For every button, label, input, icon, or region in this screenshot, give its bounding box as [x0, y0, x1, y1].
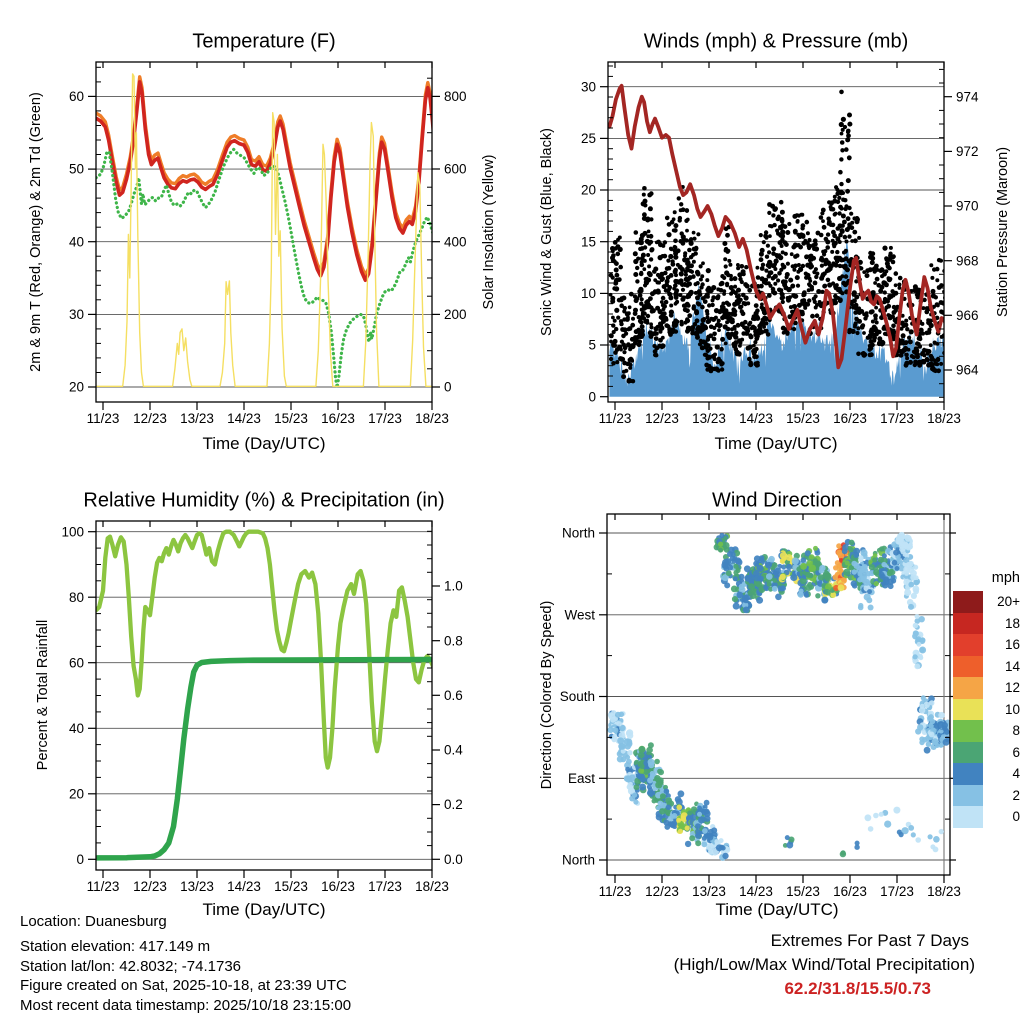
humidity-left-axis-label: Percent & Total Rainfall: [35, 619, 51, 771]
svg-text:12/23: 12/23: [645, 884, 679, 899]
legend-swatch: [953, 656, 983, 678]
legend-label: 4: [1012, 766, 1020, 781]
svg-text:13/23: 13/23: [180, 411, 214, 426]
pressure-right-axis-label: Station Pressure (Maroon): [995, 146, 1011, 318]
svg-text:20: 20: [68, 786, 84, 802]
svg-text:14/23: 14/23: [739, 884, 773, 899]
chart-panel-3: [560, 514, 961, 899]
svg-text:60: 60: [68, 89, 84, 104]
svg-text:15/23: 15/23: [274, 879, 308, 894]
direction-left-axis-label: Direction (Colored By Speed): [539, 600, 555, 790]
series-solar-insolation: [96, 74, 437, 386]
svg-text:16/23: 16/23: [321, 879, 355, 894]
svg-text:11/23: 11/23: [598, 884, 632, 899]
wind-x-axis-label: Time (Day/UTC): [714, 434, 838, 453]
legend-swatch: [953, 591, 983, 613]
svg-text:16/23: 16/23: [833, 411, 867, 426]
svg-text:11/23: 11/23: [86, 879, 120, 894]
svg-text:0.8: 0.8: [444, 633, 463, 649]
extremes-block: [600, 929, 975, 1001]
figure-created-line: Figure created on Sat, 2025-10-18, at 23:39 UTC: [20, 977, 347, 995]
direction-x-axis-label: Time (Day/UTC): [715, 900, 839, 919]
legend-band-14: [953, 656, 1023, 678]
extremes-values: 62.2/31.8/15.5/0.73: [784, 979, 931, 998]
wind-left-axis-label: Sonic Wind & Gust (Blue, Black): [539, 128, 555, 336]
svg-text:18/23: 18/23: [927, 411, 961, 426]
svg-text:15/23: 15/23: [274, 411, 308, 426]
svg-text:40: 40: [68, 720, 84, 736]
temperature-chart-title: Temperature (F): [192, 30, 336, 53]
legend-label: 2: [1012, 787, 1020, 803]
elevation-line: Station elevation: 417.149 m: [20, 938, 211, 956]
legend-band-10: [953, 699, 1023, 721]
speed-legend: [953, 570, 1023, 828]
svg-text:974: 974: [956, 89, 979, 105]
legend-title: mph: [991, 570, 1020, 586]
legend-band-12: [953, 677, 1023, 699]
legend-label: 10: [1004, 701, 1020, 717]
svg-text:80: 80: [68, 589, 84, 605]
svg-text:40: 40: [68, 234, 84, 250]
svg-text:17/23: 17/23: [368, 879, 402, 894]
chart-panel-1: [581, 62, 979, 426]
latlon-line: Station lat/lon: 42.8032; -74.1736: [20, 957, 242, 975]
svg-text:South: South: [559, 689, 595, 705]
legend-label: 18: [1004, 615, 1020, 631]
svg-text:0: 0: [588, 389, 596, 405]
svg-text:20: 20: [68, 379, 84, 395]
svg-text:15: 15: [580, 234, 596, 250]
temp-left-axis-label: 2m & 9m T (Red, Orange) & 2m Td (Green): [28, 92, 44, 372]
svg-text:1.0: 1.0: [444, 578, 463, 594]
svg-text:20: 20: [580, 182, 596, 198]
legend-swatch: [953, 806, 983, 828]
svg-text:800: 800: [444, 89, 467, 104]
legend-label: 20+: [997, 594, 1020, 609]
legend-swatch: [953, 763, 983, 785]
station-info: [20, 912, 351, 1015]
data-timestamp-line: Most recent data timestamp: 2025/10/18 23:15:00: [20, 996, 352, 1014]
series-9m-temperature: [96, 77, 437, 275]
legend-band-2: [953, 785, 1023, 807]
chart-panel-2: [61, 521, 463, 894]
svg-text:17/23: 17/23: [880, 884, 914, 899]
svg-text:15/23: 15/23: [786, 884, 820, 899]
svg-text:14/23: 14/23: [227, 411, 261, 426]
legend-label: 16: [1004, 637, 1020, 652]
svg-text:12/23: 12/23: [645, 411, 679, 426]
svg-text:18/23: 18/23: [415, 879, 449, 894]
legend-swatch: [953, 677, 983, 699]
legend-band-0: [953, 806, 1023, 828]
svg-text:30: 30: [580, 79, 596, 95]
svg-text:16/23: 16/23: [833, 884, 867, 899]
svg-text:200: 200: [444, 307, 467, 322]
legend-swatch: [953, 634, 983, 656]
series-2m-temperature: [96, 82, 437, 280]
svg-text:17/23: 17/23: [368, 411, 402, 426]
extremes-title: Extremes For Past 7 Days: [770, 931, 969, 950]
legend-swatch: [953, 613, 983, 635]
legend-band-18: [953, 613, 1023, 635]
svg-text:East: East: [567, 770, 595, 786]
svg-text:30: 30: [68, 307, 84, 322]
location-line: Location: Duanesburg: [20, 913, 167, 930]
svg-text:60: 60: [68, 655, 84, 671]
svg-text:11/23: 11/23: [598, 411, 632, 426]
wind-direction-chart-title: Wind Direction: [711, 489, 843, 512]
svg-text:West: West: [564, 607, 595, 623]
solar-right-axis-label: Solar Insolation (Yellow): [481, 154, 497, 310]
svg-text:11/23: 11/23: [86, 411, 120, 426]
svg-text:25: 25: [580, 131, 596, 146]
legend-swatch: [953, 720, 983, 742]
svg-text:18/23: 18/23: [927, 884, 961, 899]
svg-text:18/23: 18/23: [415, 411, 449, 426]
humidity-x-axis-label: Time (Day/UTC): [202, 900, 326, 919]
svg-text:964: 964: [956, 362, 979, 378]
series-relative-humidity: [96, 532, 437, 768]
svg-text:0.6: 0.6: [444, 687, 463, 703]
legend-swatch: [953, 742, 983, 764]
svg-text:13/23: 13/23: [692, 884, 726, 899]
svg-text:50: 50: [68, 161, 84, 177]
svg-text:966: 966: [956, 307, 979, 323]
legend-label: 6: [1012, 744, 1020, 760]
legend-band-6: [953, 742, 1023, 764]
svg-text:100: 100: [61, 524, 84, 540]
legend-band-4: [953, 763, 1023, 785]
svg-text:North: North: [561, 852, 595, 868]
svg-text:0.2: 0.2: [444, 797, 463, 813]
svg-text:North: North: [561, 525, 595, 541]
svg-text:15/23: 15/23: [786, 411, 820, 426]
humidity-precip-chart-title: Relative Humidity (%) & Precipitation (in): [83, 489, 445, 512]
legend-label: 14: [1004, 658, 1020, 674]
svg-text:600: 600: [444, 161, 467, 177]
svg-text:14/23: 14/23: [739, 411, 773, 426]
svg-text:968: 968: [956, 253, 979, 269]
svg-text:12/23: 12/23: [133, 879, 167, 894]
legend-band-16: [953, 634, 1023, 656]
svg-text:0.4: 0.4: [444, 742, 463, 758]
legend-band-8: [953, 720, 1023, 742]
svg-text:14/23: 14/23: [227, 879, 261, 894]
svg-text:972: 972: [956, 144, 979, 159]
svg-text:16/23: 16/23: [321, 411, 355, 426]
chart-panel-0: [69, 62, 467, 426]
svg-text:0: 0: [76, 851, 84, 867]
legend-label: 8: [1012, 723, 1020, 738]
svg-text:17/23: 17/23: [880, 411, 914, 426]
winds-pressure-chart-title: Winds (mph) & Pressure (mb): [643, 30, 909, 53]
legend-swatch: [953, 785, 983, 807]
svg-text:10: 10: [580, 286, 596, 301]
legend-band-20+: [953, 591, 1023, 613]
svg-text:970: 970: [956, 198, 979, 214]
series-2m-dewpoint: [96, 149, 437, 387]
svg-text:13/23: 13/23: [180, 879, 214, 894]
svg-text:0: 0: [444, 379, 452, 395]
temp-x-axis-label: Time (Day/UTC): [202, 434, 326, 453]
legend-swatch: [953, 699, 983, 721]
svg-text:12/23: 12/23: [133, 411, 167, 426]
svg-text:13/23: 13/23: [692, 411, 726, 426]
extremes-subtitle: (High/Low/Max Wind/Total Precipitation): [673, 955, 975, 974]
legend-label: 12: [1004, 680, 1020, 695]
svg-text:400: 400: [444, 234, 467, 250]
legend-colorbar: [953, 591, 1023, 828]
legend-label: 0: [1012, 809, 1020, 824]
svg-text:0.0: 0.0: [444, 851, 463, 867]
svg-text:5: 5: [588, 337, 596, 353]
